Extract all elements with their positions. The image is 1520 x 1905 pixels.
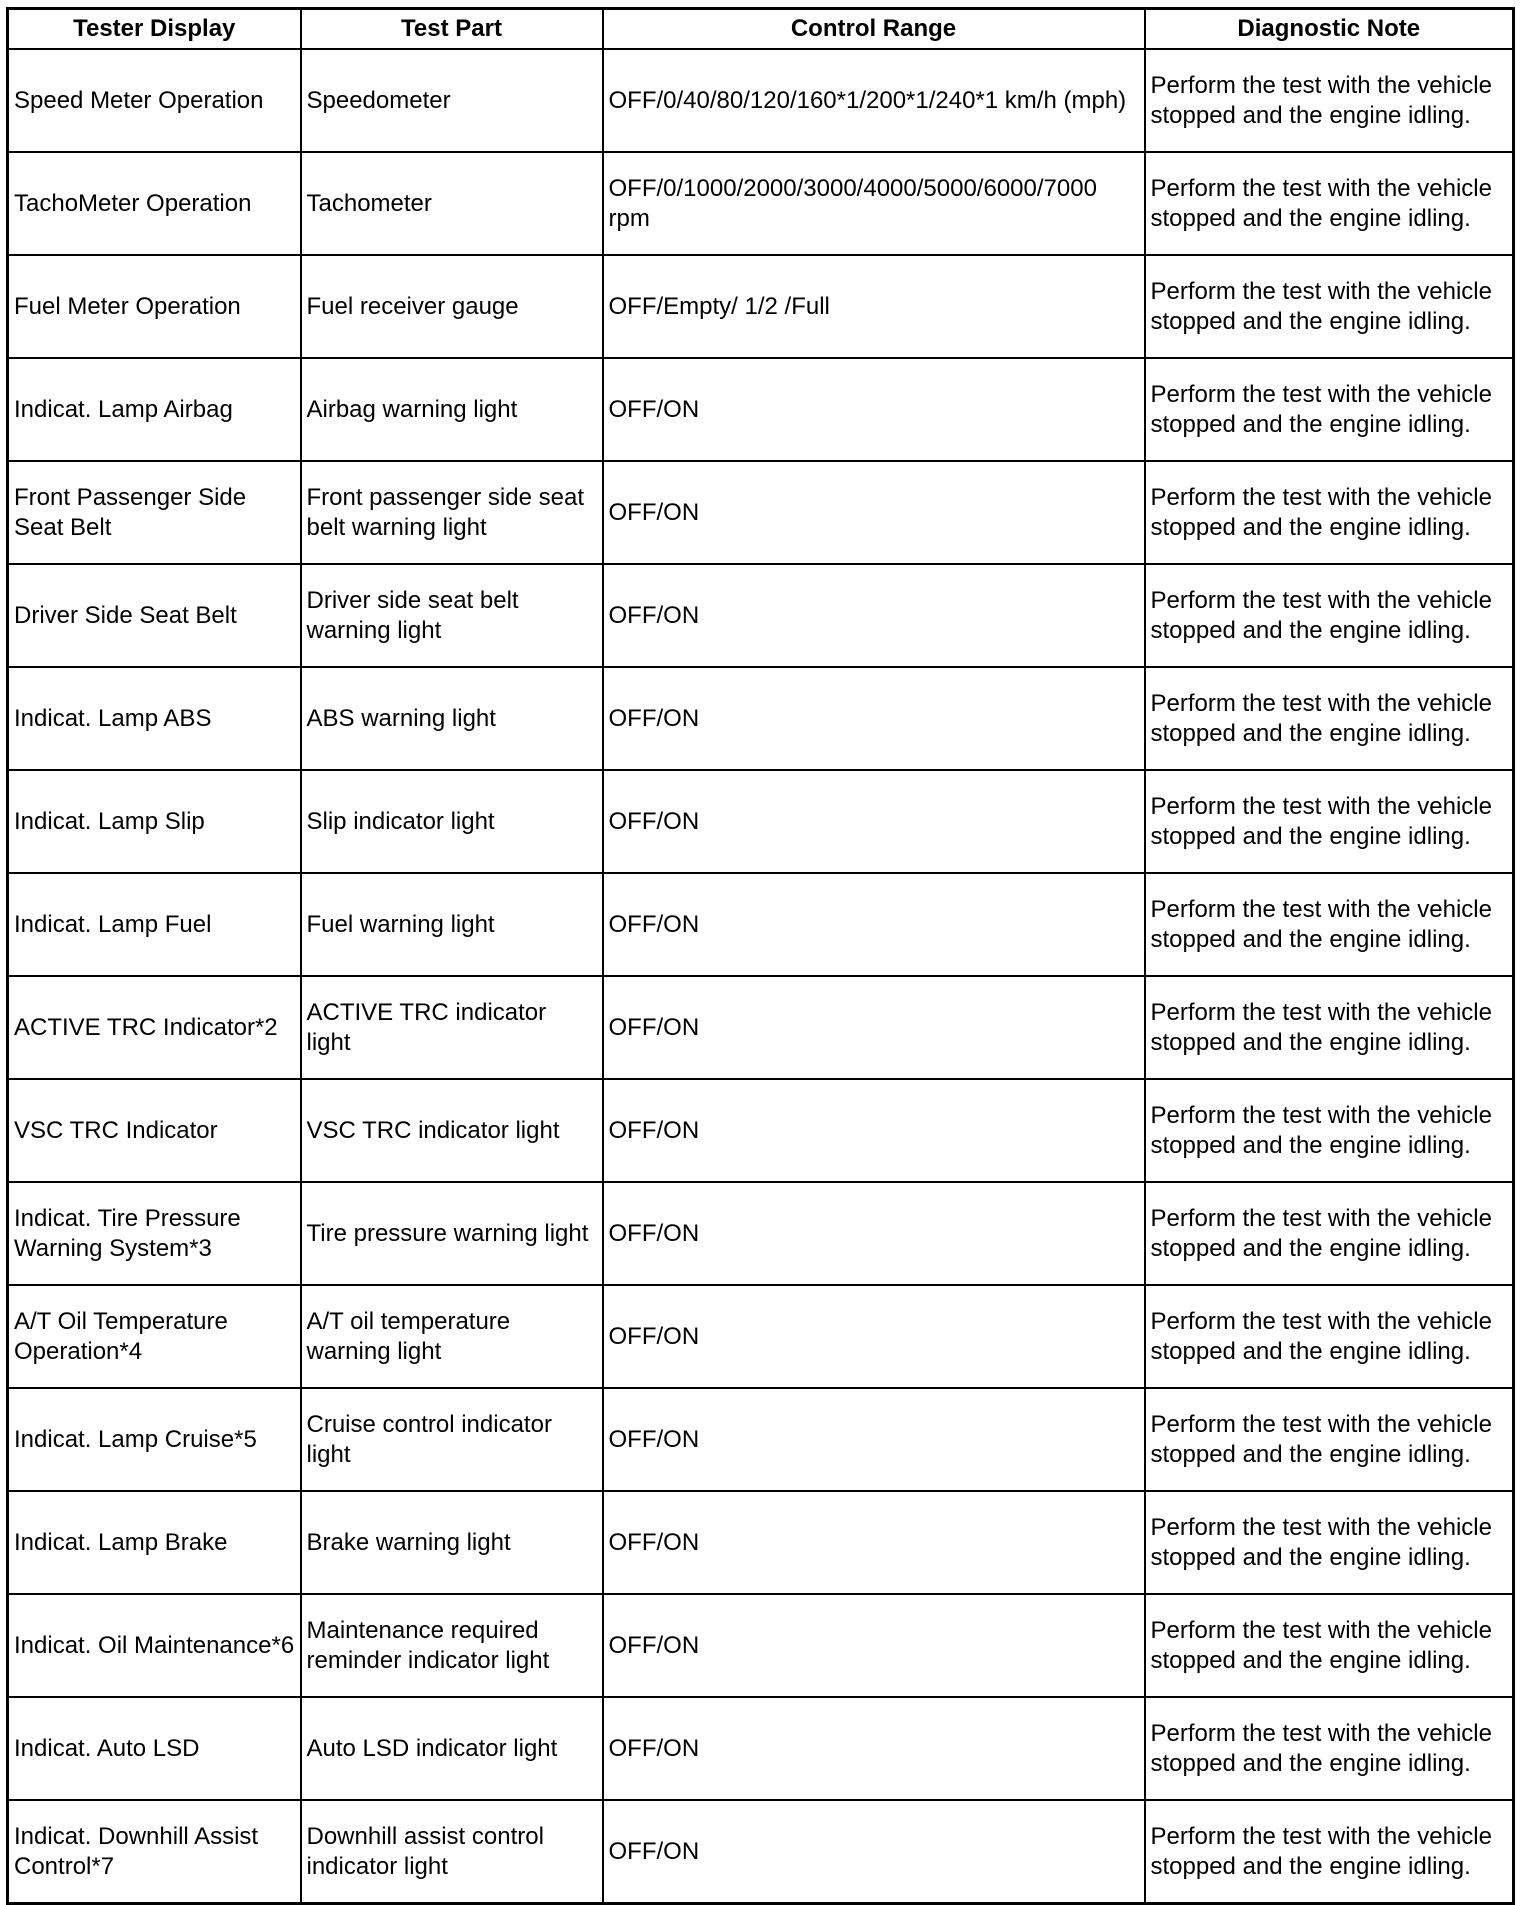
test-part-cell: Airbag warning light <box>301 358 603 461</box>
test-part-cell: Fuel warning light <box>301 873 603 976</box>
control-range-cell: OFF/ON <box>603 358 1145 461</box>
test-part-cell: Tire pressure warning light <box>301 1182 603 1285</box>
test-part-cell: Driver side seat belt warning light <box>301 564 603 667</box>
test-part-cell: Slip indicator light <box>301 770 603 873</box>
tester-display-cell: Fuel Meter Operation <box>8 255 301 358</box>
tester-display-cell: VSC TRC Indicator <box>8 1079 301 1182</box>
tester-display-cell: Indicat. Lamp Fuel <box>8 873 301 976</box>
test-part-cell: Tachometer <box>301 152 603 255</box>
diagnostic-note-cell: Perform the test with the vehicle stopped and the engine idling. <box>1145 1491 1514 1594</box>
table-row <box>8 1491 1514 1594</box>
test-part-cell: VSC TRC indicator light <box>301 1079 603 1182</box>
diagnostic-note-cell: Perform the test with the vehicle stopped and the engine idling. <box>1145 873 1514 976</box>
test-part-cell: Front passenger side seat belt warning light <box>301 461 603 564</box>
tester-display-cell: Front Passenger Side Seat Belt <box>8 461 301 564</box>
diagnostic-note-cell: Perform the test with the vehicle stopped and the engine idling. <box>1145 152 1514 255</box>
tester-display-cell: Indicat. Lamp Cruise*5 <box>8 1388 301 1491</box>
table-body <box>8 49 1514 1904</box>
tester-display-cell: Indicat. Downhill Assist Control*7 <box>8 1800 301 1904</box>
tester-display-cell: ACTIVE TRC Indicator*2 <box>8 976 301 1079</box>
tester-display-cell: Indicat. Lamp Slip <box>8 770 301 873</box>
table-row <box>8 976 1514 1079</box>
control-range-cell: OFF/ON <box>603 1800 1145 1904</box>
diagnostic-note-cell: Perform the test with the vehicle stopped and the engine idling. <box>1145 770 1514 873</box>
control-range-cell: OFF/ON <box>603 976 1145 1079</box>
table-row <box>8 255 1514 358</box>
header-diagnostic-note: Diagnostic Note <box>1145 9 1514 50</box>
table-row <box>8 1079 1514 1182</box>
table-row <box>8 1800 1514 1904</box>
diagnostic-note-cell: Perform the test with the vehicle stopped and the engine idling. <box>1145 255 1514 358</box>
active-test-table <box>6 7 1515 1905</box>
control-range-cell: OFF/ON <box>603 1182 1145 1285</box>
table-row <box>8 1182 1514 1285</box>
tester-display-cell: Indicat. Lamp ABS <box>8 667 301 770</box>
table-row <box>8 461 1514 564</box>
control-range-cell: OFF/ON <box>603 770 1145 873</box>
tester-display-cell: Speed Meter Operation <box>8 49 301 152</box>
diagnostic-note-cell: Perform the test with the vehicle stopped and the engine idling. <box>1145 1800 1514 1904</box>
control-range-cell: OFF/ON <box>603 1594 1145 1697</box>
control-range-cell: OFF/ON <box>603 1285 1145 1388</box>
tester-display-cell: Indicat. Auto LSD <box>8 1697 301 1800</box>
table-row <box>8 152 1514 255</box>
test-part-cell: Downhill assist control indicator light <box>301 1800 603 1904</box>
control-range-cell: OFF/0/40/80/120/160*1/200*1/240*1 km/h (mph) <box>603 49 1145 152</box>
diagnostic-note-cell: Perform the test with the vehicle stopped and the engine idling. <box>1145 461 1514 564</box>
diagnostic-note-cell: Perform the test with the vehicle stopped and the engine idling. <box>1145 1285 1514 1388</box>
test-part-cell: ACTIVE TRC indicator light <box>301 976 603 1079</box>
table-row <box>8 1388 1514 1491</box>
diagnostic-note-cell: Perform the test with the vehicle stopped and the engine idling. <box>1145 1388 1514 1491</box>
table-row <box>8 49 1514 152</box>
test-part-cell: Fuel receiver gauge <box>301 255 603 358</box>
diagnostic-note-cell: Perform the test with the vehicle stopped and the engine idling. <box>1145 358 1514 461</box>
test-part-cell: ABS warning light <box>301 667 603 770</box>
control-range-cell: OFF/Empty/ 1/2 /Full <box>603 255 1145 358</box>
table-row <box>8 1697 1514 1800</box>
diagnostic-note-cell: Perform the test with the vehicle stopped and the engine idling. <box>1145 1079 1514 1182</box>
control-range-cell: OFF/ON <box>603 564 1145 667</box>
test-part-cell: Maintenance required reminder indicator light <box>301 1594 603 1697</box>
diagnostic-note-cell: Perform the test with the vehicle stopped and the engine idling. <box>1145 1697 1514 1800</box>
header-tester-display: Tester Display <box>8 9 301 50</box>
control-range-cell: OFF/ON <box>603 461 1145 564</box>
table-row <box>8 770 1514 873</box>
header-row <box>8 9 1514 50</box>
control-range-cell: OFF/ON <box>603 1697 1145 1800</box>
control-range-cell: OFF/ON <box>603 1491 1145 1594</box>
tester-display-cell: TachoMeter Operation <box>8 152 301 255</box>
control-range-cell: OFF/ON <box>603 873 1145 976</box>
table-row <box>8 873 1514 976</box>
header-control-range: Control Range <box>603 9 1145 50</box>
test-part-cell: Speedometer <box>301 49 603 152</box>
table-row <box>8 358 1514 461</box>
tester-display-cell: Indicat. Lamp Brake <box>8 1491 301 1594</box>
table-row <box>8 1594 1514 1697</box>
table-row <box>8 667 1514 770</box>
tester-display-cell: Indicat. Lamp Airbag <box>8 358 301 461</box>
header-test-part: Test Part <box>301 9 603 50</box>
tester-display-cell: A/T Oil Temperature Operation*4 <box>8 1285 301 1388</box>
diagnostic-note-cell: Perform the test with the vehicle stopped and the engine idling. <box>1145 1594 1514 1697</box>
control-range-cell: OFF/0/1000/2000/3000/4000/5000/6000/7000 rpm <box>603 152 1145 255</box>
test-part-cell: Cruise control indicator light <box>301 1388 603 1491</box>
control-range-cell: OFF/ON <box>603 1388 1145 1491</box>
diagnostic-note-cell: Perform the test with the vehicle stopped and the engine idling. <box>1145 1182 1514 1285</box>
control-range-cell: OFF/ON <box>603 667 1145 770</box>
test-part-cell: Brake warning light <box>301 1491 603 1594</box>
tester-display-cell: Indicat. Oil Maintenance*6 <box>8 1594 301 1697</box>
table-row <box>8 1285 1514 1388</box>
test-part-cell: Auto LSD indicator light <box>301 1697 603 1800</box>
diagnostic-note-cell: Perform the test with the vehicle stopped and the engine idling. <box>1145 976 1514 1079</box>
diagnostic-note-cell: Perform the test with the vehicle stopped and the engine idling. <box>1145 564 1514 667</box>
diagnostic-note-cell: Perform the test with the vehicle stopped and the engine idling. <box>1145 49 1514 152</box>
tester-display-cell: Driver Side Seat Belt <box>8 564 301 667</box>
active-test-sheet <box>6 7 1512 1905</box>
table-row <box>8 564 1514 667</box>
diagnostic-note-cell: Perform the test with the vehicle stopped and the engine idling. <box>1145 667 1514 770</box>
tester-display-cell: Indicat. Tire Pressure Warning System*3 <box>8 1182 301 1285</box>
control-range-cell: OFF/ON <box>603 1079 1145 1182</box>
test-part-cell: A/T oil temperature warning light <box>301 1285 603 1388</box>
